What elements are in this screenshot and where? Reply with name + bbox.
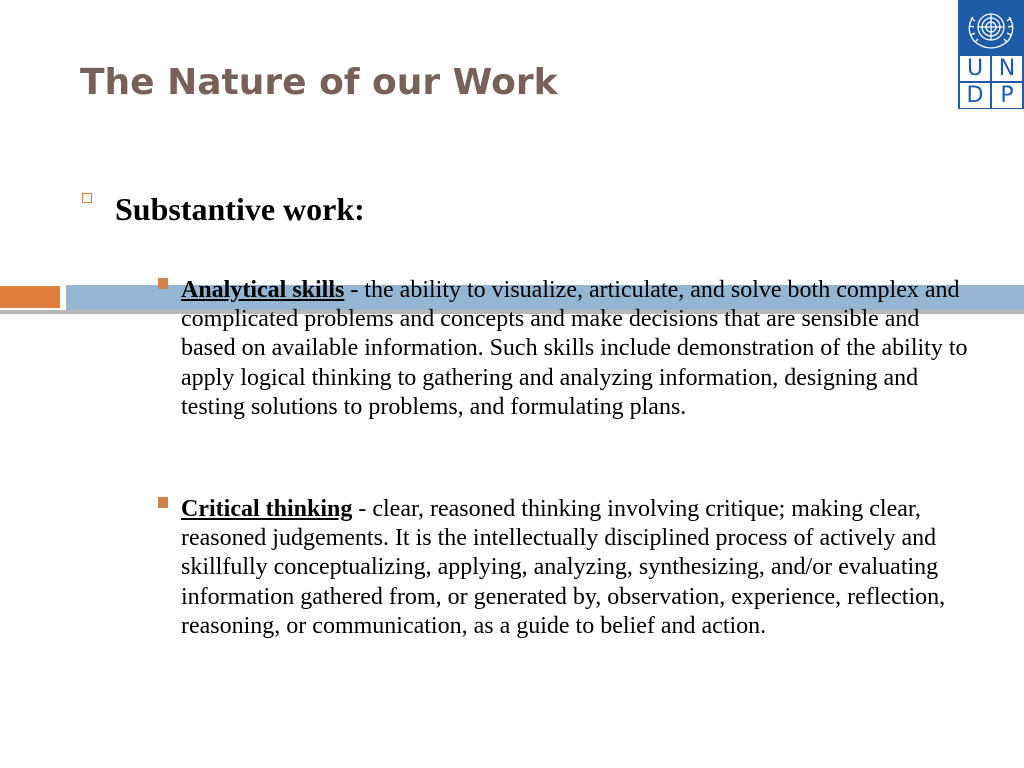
section-heading: Substantive work: — [115, 191, 365, 227]
divider-orange-block — [0, 286, 60, 308]
bullet-paragraph — [181, 276, 971, 422]
bullet-term: Critical thinking — [181, 496, 353, 522]
logo-letter-u: U — [960, 56, 990, 81]
bullet-paragraph — [181, 495, 971, 641]
square-bullet-icon — [158, 278, 168, 289]
slide-title: The Nature of our Work — [80, 62, 558, 103]
hollow-square-bullet-icon — [82, 193, 92, 203]
bullet-term: Analytical skills — [181, 277, 345, 303]
undp-logo — [958, 0, 1024, 109]
logo-letter-n: N — [992, 56, 1022, 81]
logo-letter-d: D — [960, 83, 990, 108]
bullet-description: - the ability to visualize, articulate, and solve both complex and complicated problems and concepts and make decisions that are sensible and based on available information. Such skills include demonstration of the ability to apply logical thinking to gathering and analyzing information, designing and testing solutions to problems, and formulating plans. — [181, 277, 968, 420]
bullet-description: - clear, reasoned thinking involving critique; making clear, reasoned judgements. It is the intellectually disciplined process of actively and skillfully conceptualizing, applying, analyzing, synthesizing, and/or evaluating information gathered from, or generated by, observation, experience, reflection, reasoning, or communication, as a guide to belief and action. — [181, 496, 946, 639]
logo-letter-p: P — [992, 83, 1022, 108]
square-bullet-icon — [158, 497, 168, 508]
un-emblem-icon — [958, 3, 1024, 53]
title-divider-band — [0, 140, 1024, 180]
